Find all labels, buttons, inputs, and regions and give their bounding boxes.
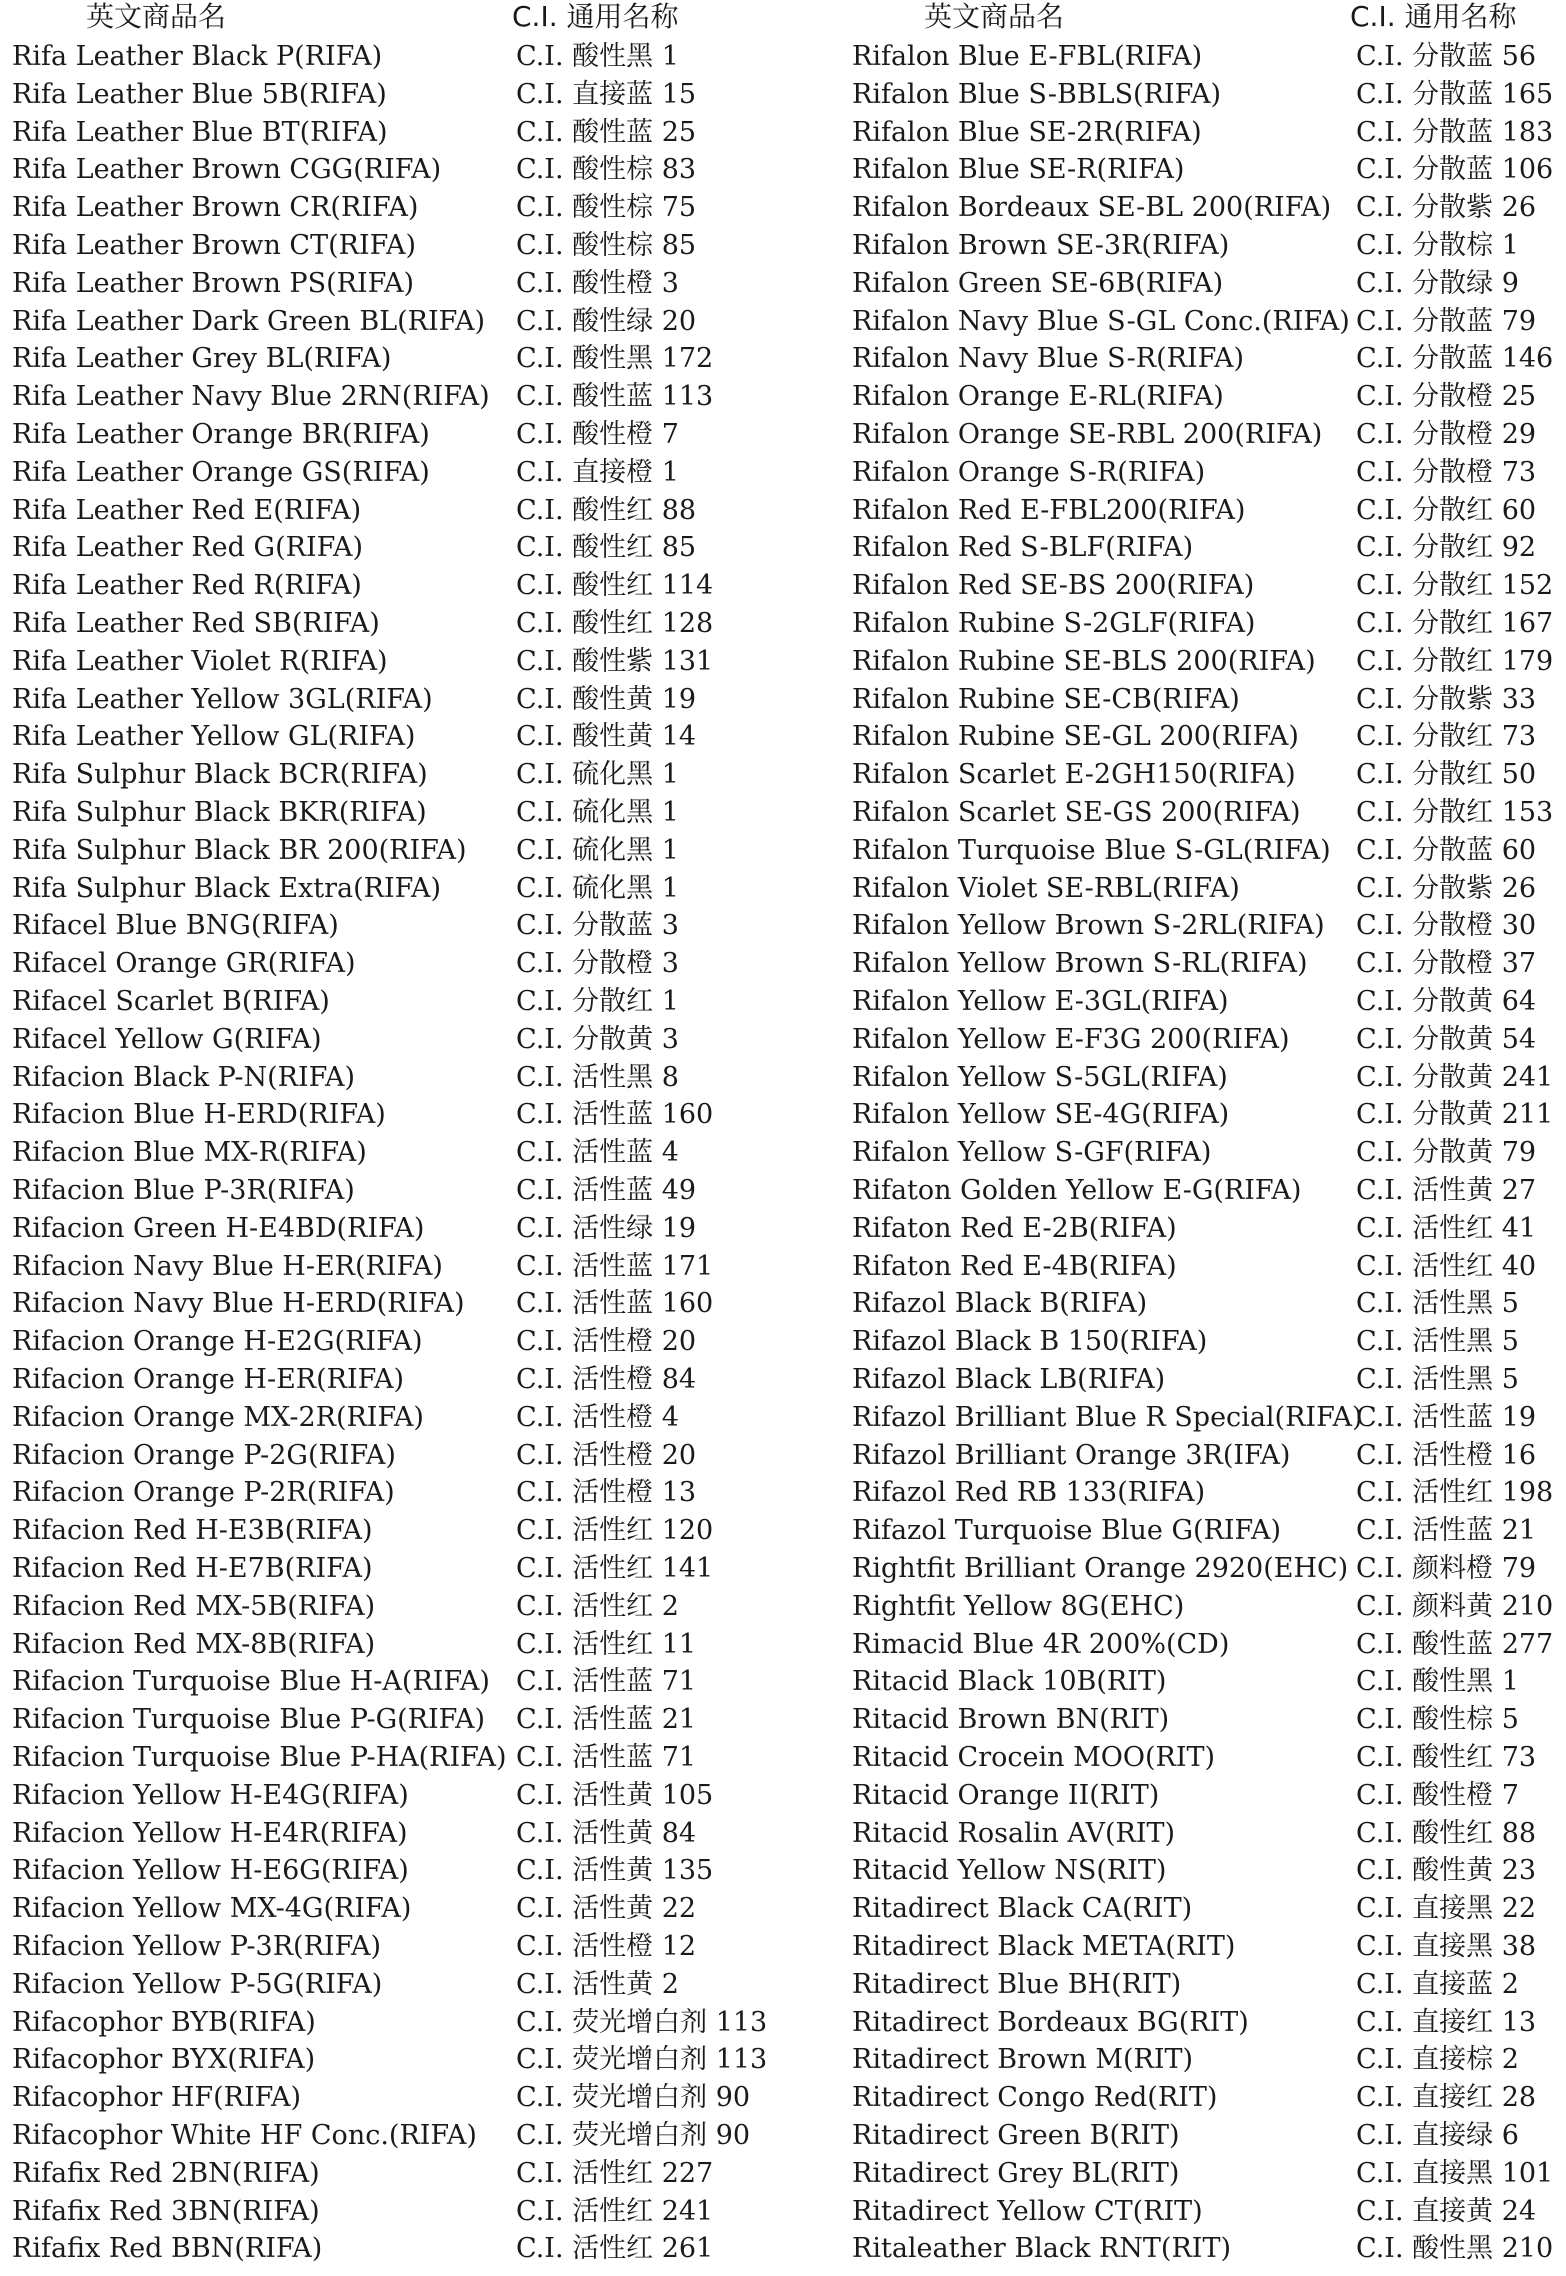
ci-generic-name: C.I. 活性蓝 19: [1356, 1402, 1537, 1433]
product-name: Rifazol Brilliant Orange 3R(IFA): [852, 1440, 1291, 1471]
header-left-name: 英文商品名: [86, 0, 227, 33]
product-name: Rifacion Yellow MX-4G(RIFA): [12, 1893, 412, 1924]
product-name: Rifa Leather Red G(RIFA): [12, 532, 364, 563]
ci-generic-name: C.I. 直接绿 6: [1356, 2120, 1519, 2151]
product-name: Rifacion Yellow H-E4R(RIFA): [12, 1818, 408, 1849]
ci-generic-name: C.I. 分散橙 37: [1356, 948, 1537, 979]
product-name: Rifacion Orange H-E2G(RIFA): [12, 1326, 423, 1357]
product-name: Rifalon Navy Blue S-R(RIFA): [852, 343, 1245, 374]
product-name: Rifaton Golden Yellow E-G(RIFA): [852, 1175, 1302, 1206]
product-name: Rifalon Red SE-BS 200(RIFA): [852, 570, 1255, 601]
product-name: Rifacion Green H-E4BD(RIFA): [12, 1213, 425, 1244]
product-name: Rifa Leather Red R(RIFA): [12, 570, 362, 601]
ci-generic-name: C.I. 酸性蓝 113: [516, 381, 714, 412]
ci-generic-name: C.I. 分散黄 54: [1356, 1024, 1537, 1055]
ci-generic-name: C.I. 分散橙 3: [516, 948, 679, 979]
ci-generic-name: C.I. 颜料橙 79: [1356, 1553, 1537, 1584]
ci-generic-name: C.I. 酸性黑 172: [516, 343, 714, 374]
ci-generic-name: C.I. 活性橙 20: [516, 1440, 697, 1471]
ci-generic-name: C.I. 活性蓝 4: [516, 1137, 679, 1168]
product-name: Rifalon Yellow S-GF(RIFA): [852, 1137, 1212, 1168]
ci-generic-name: C.I. 活性蓝 49: [516, 1175, 697, 1206]
ci-generic-name: C.I. 活性橙 20: [516, 1326, 697, 1357]
product-name: Rifa Leather Yellow GL(RIFA): [12, 721, 416, 752]
ci-generic-name: C.I. 活性黑 5: [1356, 1326, 1519, 1357]
ci-generic-name: C.I. 直接黑 38: [1356, 1931, 1537, 1962]
ci-generic-name: C.I. 直接橙 1: [516, 457, 679, 488]
product-name: Rifa Leather Brown CT(RIFA): [12, 230, 417, 261]
product-name: Rifalon Violet SE-RBL(RIFA): [852, 873, 1240, 904]
ci-generic-name: C.I. 分散蓝 56: [1356, 41, 1537, 72]
product-name: Ritadirect Black CA(RIT): [852, 1893, 1193, 1924]
ci-generic-name: C.I. 分散绿 9: [1356, 268, 1519, 299]
ci-generic-name: C.I. 硫化黑 1: [516, 759, 679, 790]
product-name: Rifacion Red H-E3B(RIFA): [12, 1515, 373, 1546]
product-name: Rifalon Navy Blue S-GL Conc.(RIFA): [852, 306, 1350, 337]
product-name: Rifalon Orange SE-RBL 200(RIFA): [852, 419, 1323, 450]
header-right-name: 英文商品名: [924, 0, 1065, 33]
product-name: Rifacion Blue H-ERD(RIFA): [12, 1099, 386, 1130]
ci-generic-name: C.I. 分散蓝 146: [1356, 343, 1554, 374]
product-name: Rifacophor HF(RIFA): [12, 2082, 302, 2113]
ci-generic-name: C.I. 活性橙 12: [516, 1931, 697, 1962]
ci-generic-name: C.I. 活性黑 5: [1356, 1364, 1519, 1395]
ci-generic-name: C.I. 分散黄 79: [1356, 1137, 1537, 1168]
ci-generic-name: C.I. 直接黑 101: [1356, 2158, 1554, 2189]
product-name: Rifazol Black LB(RIFA): [852, 1364, 1166, 1395]
product-name: Rifaton Red E-2B(RIFA): [852, 1213, 1177, 1244]
ci-generic-name: C.I. 活性黄 27: [1356, 1175, 1537, 1206]
product-name: Ritadirect Black META(RIT): [852, 1931, 1236, 1962]
product-name: Rifafix Red 3BN(RIFA): [12, 2196, 320, 2227]
ci-generic-name: C.I. 分散蓝 3: [516, 910, 679, 941]
product-name: Rifafix Red 2BN(RIFA): [12, 2158, 320, 2189]
product-name: Rifa Leather Navy Blue 2RN(RIFA): [12, 381, 490, 412]
ci-generic-name: C.I. 分散黄 64: [1356, 986, 1537, 1017]
product-name: Rifa Sulphur Black BCR(RIFA): [12, 759, 428, 790]
ci-generic-name: C.I. 活性红 40: [1356, 1251, 1537, 1282]
ci-generic-name: C.I. 分散紫 26: [1356, 192, 1537, 223]
product-name: Ritadirect Bordeaux BG(RIT): [852, 2007, 1249, 2038]
ci-generic-name: C.I. 酸性紫 131: [516, 646, 714, 677]
ci-generic-name: C.I. 荧光增白剂 90: [516, 2082, 751, 2113]
ci-generic-name: C.I. 直接红 13: [1356, 2007, 1537, 2038]
product-name: Rifacion Black P-N(RIFA): [12, 1062, 356, 1093]
ci-generic-name: C.I. 活性橙 4: [516, 1402, 679, 1433]
ci-generic-name: C.I. 活性橙 16: [1356, 1440, 1537, 1471]
ci-generic-name: C.I. 分散黄 211: [1356, 1099, 1554, 1130]
product-name: Rifacophor BYB(RIFA): [12, 2007, 316, 2038]
ci-generic-name: C.I. 分散蓝 60: [1356, 835, 1537, 866]
ci-generic-name: C.I. 活性黑 5: [1356, 1288, 1519, 1319]
product-name: Rifacion Yellow H-E6G(RIFA): [12, 1855, 409, 1886]
ci-generic-name: C.I. 分散橙 73: [1356, 457, 1537, 488]
ci-generic-name: C.I. 分散橙 25: [1356, 381, 1537, 412]
ci-generic-name: C.I. 荧光增白剂 113: [516, 2044, 768, 2075]
product-name: Rifalon Brown SE-3R(RIFA): [852, 230, 1230, 261]
product-name: Rifa Sulphur Black Extra(RIFA): [12, 873, 442, 904]
ci-generic-name: C.I. 活性蓝 160: [516, 1288, 714, 1319]
product-name: Rifalon Scarlet E-2GH150(RIFA): [852, 759, 1296, 790]
product-name: Ritacid Yellow NS(RIT): [852, 1855, 1167, 1886]
header-right-ci: C.I. 通用名称: [1350, 0, 1517, 33]
ci-generic-name: C.I. 酸性黄 23: [1356, 1855, 1537, 1886]
ci-generic-name: C.I. 直接黑 22: [1356, 1893, 1537, 1924]
product-name: Rifalon Bordeaux SE-BL 200(RIFA): [852, 192, 1332, 223]
ci-generic-name: C.I. 酸性黑 1: [1356, 1666, 1519, 1697]
product-name: Rifacion Orange H-ER(RIFA): [12, 1364, 405, 1395]
product-name: Rifacion Blue MX-R(RIFA): [12, 1137, 367, 1168]
product-name: Rifacel Blue BNG(RIFA): [12, 910, 339, 941]
product-name: Rifacion Orange P-2R(RIFA): [12, 1477, 395, 1508]
ci-generic-name: C.I. 直接蓝 15: [516, 79, 697, 110]
product-name: Rifa Leather Blue 5B(RIFA): [12, 79, 387, 110]
product-name: Rifacion Red H-E7B(RIFA): [12, 1553, 373, 1584]
ci-generic-name: C.I. 活性蓝 171: [516, 1251, 714, 1282]
ci-generic-name: C.I. 酸性红 114: [516, 570, 714, 601]
ci-generic-name: C.I. 分散红 60: [1356, 495, 1537, 526]
ci-generic-name: C.I. 活性蓝 21: [516, 1704, 697, 1735]
ci-generic-name: C.I. 活性黄 2: [516, 1969, 679, 2000]
product-name: Rifalon Yellow Brown S-2RL(RIFA): [852, 910, 1325, 941]
ci-generic-name: C.I. 分散蓝 106: [1356, 154, 1554, 185]
product-name: Rifacion Navy Blue H-ER(RIFA): [12, 1251, 443, 1282]
ci-generic-name: C.I. 酸性绿 20: [516, 306, 697, 337]
ci-generic-name: C.I. 活性红 227: [516, 2158, 714, 2189]
ci-generic-name: C.I. 硫化黑 1: [516, 835, 679, 866]
product-name: Rifalon Red E-FBL200(RIFA): [852, 495, 1246, 526]
product-name: Rifa Leather Grey BL(RIFA): [12, 343, 392, 374]
ci-generic-name: C.I. 酸性红 85: [516, 532, 697, 563]
ci-generic-name: C.I. 活性黑 8: [516, 1062, 679, 1093]
ci-generic-name: C.I. 分散紫 26: [1356, 873, 1537, 904]
ci-generic-name: C.I. 酸性红 73: [1356, 1742, 1537, 1773]
ci-generic-name: C.I. 酸性黄 14: [516, 721, 697, 752]
product-name: Rifalon Blue S-BBLS(RIFA): [852, 79, 1222, 110]
ci-generic-name: C.I. 分散黄 241: [1356, 1062, 1554, 1093]
ci-generic-name: C.I. 活性红 41: [1356, 1213, 1537, 1244]
ci-generic-name: C.I. 活性蓝 71: [516, 1742, 697, 1773]
ci-generic-name: C.I. 分散红 152: [1356, 570, 1554, 601]
product-name: Rifa Leather Brown PS(RIFA): [12, 268, 415, 299]
product-name: Ritadirect Congo Red(RIT): [852, 2082, 1218, 2113]
product-name: Rifacion Red MX-5B(RIFA): [12, 1591, 376, 1622]
product-name: Rifalon Rubine SE-CB(RIFA): [852, 684, 1240, 715]
ci-generic-name: C.I. 活性黄 84: [516, 1818, 697, 1849]
product-name: Ritadirect Grey BL(RIT): [852, 2158, 1180, 2189]
ci-generic-name: C.I. 活性蓝 71: [516, 1666, 697, 1697]
ci-generic-name: C.I. 活性红 198: [1356, 1477, 1554, 1508]
ci-generic-name: C.I. 活性红 2: [516, 1591, 679, 1622]
ci-generic-name: C.I. 分散蓝 165: [1356, 79, 1554, 110]
product-name: Rifa Leather Orange GS(RIFA): [12, 457, 430, 488]
product-name: Rifalon Rubine SE-GL 200(RIFA): [852, 721, 1299, 752]
product-name: Rifacion Blue P-3R(RIFA): [12, 1175, 355, 1206]
product-name: Rifa Sulphur Black BR 200(RIFA): [12, 835, 467, 866]
product-name: Ritacid Black 10B(RIT): [852, 1666, 1167, 1697]
ci-generic-name: C.I. 酸性橙 7: [516, 419, 679, 450]
ci-generic-name: C.I. 活性红 141: [516, 1553, 714, 1584]
product-name: Rifalon Scarlet SE-GS 200(RIFA): [852, 797, 1301, 828]
product-name: Rifa Leather Violet R(RIFA): [12, 646, 388, 677]
ci-generic-name: C.I. 分散橙 29: [1356, 419, 1537, 450]
product-name: Rifazol Black B 150(RIFA): [852, 1326, 1208, 1357]
product-name: Rifacion Yellow H-E4G(RIFA): [12, 1780, 409, 1811]
product-name: Rifacion Turquoise Blue P-G(RIFA): [12, 1704, 486, 1735]
ci-generic-name: C.I. 酸性蓝 277: [1356, 1629, 1554, 1660]
ci-generic-name: C.I. 酸性红 128: [516, 608, 714, 639]
ci-generic-name: C.I. 活性红 11: [516, 1629, 697, 1660]
ci-generic-name: C.I. 酸性黑 1: [516, 41, 679, 72]
product-name: Rifa Leather Brown CR(RIFA): [12, 192, 419, 223]
product-name: Rifacion Turquoise Blue H-A(RIFA): [12, 1666, 490, 1697]
product-name: Rifalon Blue SE-R(RIFA): [852, 154, 1185, 185]
ci-generic-name: C.I. 活性红 120: [516, 1515, 714, 1546]
product-name: Ritadirect Yellow CT(RIT): [852, 2196, 1203, 2227]
product-name: Rifa Leather Dark Green BL(RIFA): [12, 306, 486, 337]
ci-generic-name: C.I. 直接棕 2: [1356, 2044, 1519, 2075]
ci-generic-name: C.I. 酸性蓝 25: [516, 117, 697, 148]
ci-generic-name: C.I. 分散橙 30: [1356, 910, 1537, 941]
product-name: Rifalon Yellow E-3GL(RIFA): [852, 986, 1229, 1017]
ci-generic-name: C.I. 分散红 1: [516, 986, 679, 1017]
product-name: Rifacel Scarlet B(RIFA): [12, 986, 330, 1017]
product-name: Rifalon Yellow Brown S-RL(RIFA): [852, 948, 1308, 979]
product-name: Rifazol Red RB 133(RIFA): [852, 1477, 1206, 1508]
product-name: Rifalon Rubine S-2GLF(RIFA): [852, 608, 1256, 639]
product-name: Rifacion Orange MX-2R(RIFA): [12, 1402, 424, 1433]
ci-generic-name: C.I. 分散红 153: [1356, 797, 1554, 828]
product-name: Rifaton Red E-4B(RIFA): [852, 1251, 1177, 1282]
product-name: Rifacion Yellow P-5G(RIFA): [12, 1969, 383, 2000]
ci-generic-name: C.I. 酸性棕 75: [516, 192, 697, 223]
ci-generic-name: C.I. 活性黄 105: [516, 1780, 714, 1811]
product-name: Rifafix Red BBN(RIFA): [12, 2233, 323, 2264]
ci-generic-name: C.I. 颜料黄 210: [1356, 1591, 1554, 1622]
ci-generic-name: C.I. 活性黄 22: [516, 1893, 697, 1924]
product-name: Rifalon Turquoise Blue S-GL(RIFA): [852, 835, 1331, 866]
ci-generic-name: C.I. 酸性红 88: [1356, 1818, 1537, 1849]
ci-generic-name: C.I. 直接黄 24: [1356, 2196, 1537, 2227]
ci-generic-name: C.I. 分散红 50: [1356, 759, 1537, 790]
ci-generic-name: C.I. 酸性棕 85: [516, 230, 697, 261]
product-name: Rifa Leather Yellow 3GL(RIFA): [12, 684, 433, 715]
ci-generic-name: C.I. 分散棕 1: [1356, 230, 1519, 261]
product-name: Ritacid Brown BN(RIT): [852, 1704, 1170, 1735]
product-name: Ritacid Rosalin AV(RIT): [852, 1818, 1176, 1849]
ci-generic-name: C.I. 活性红 261: [516, 2233, 714, 2264]
product-name: Rimacid Blue 4R 200%(CD): [852, 1629, 1230, 1660]
product-name: Rifalon Orange E-RL(RIFA): [852, 381, 1224, 412]
ci-generic-name: C.I. 分散蓝 79: [1356, 306, 1537, 337]
product-name: Rifacel Yellow G(RIFA): [12, 1024, 322, 1055]
ci-generic-name: C.I. 活性橙 84: [516, 1364, 697, 1395]
ci-generic-name: C.I. 直接蓝 2: [1356, 1969, 1519, 2000]
product-name: Rifacophor White HF Conc.(RIFA): [12, 2120, 477, 2151]
product-name: Rifalon Blue E-FBL(RIFA): [852, 41, 1203, 72]
ci-generic-name: C.I. 分散黄 3: [516, 1024, 679, 1055]
ci-generic-name: C.I. 酸性黑 210: [1356, 2233, 1554, 2264]
product-name: Rifacion Red MX-8B(RIFA): [12, 1629, 376, 1660]
product-name: Rifacion Navy Blue H-ERD(RIFA): [12, 1288, 465, 1319]
product-name: Ritacid Orange II(RIT): [852, 1780, 1160, 1811]
ci-generic-name: C.I. 酸性橙 7: [1356, 1780, 1519, 1811]
product-name: Rifalon Orange S-R(RIFA): [852, 457, 1206, 488]
header-left-ci: C.I. 通用名称: [512, 0, 679, 33]
ci-generic-name: C.I. 硫化黑 1: [516, 873, 679, 904]
ci-generic-name: C.I. 活性蓝 21: [1356, 1515, 1537, 1546]
ci-generic-name: C.I. 活性蓝 160: [516, 1099, 714, 1130]
ci-generic-name: C.I. 酸性棕 83: [516, 154, 697, 185]
product-name: Rifa Leather Black P(RIFA): [12, 41, 383, 72]
product-name: Rightfit Brilliant Orange 2920(EHC): [852, 1553, 1349, 1584]
ci-generic-name: C.I. 硫化黑 1: [516, 797, 679, 828]
ci-generic-name: C.I. 酸性黄 19: [516, 684, 697, 715]
ci-generic-name: C.I. 分散蓝 183: [1356, 117, 1554, 148]
product-name: Rifalon Rubine SE-BLS 200(RIFA): [852, 646, 1316, 677]
product-name: Rifalon Yellow S-5GL(RIFA): [852, 1062, 1228, 1093]
product-name: Ritadirect Blue BH(RIT): [852, 1969, 1182, 2000]
product-name: Rifalon Yellow E-F3G 200(RIFA): [852, 1024, 1290, 1055]
product-name: Ritadirect Green B(RIT): [852, 2120, 1180, 2151]
ci-generic-name: C.I. 酸性橙 3: [516, 268, 679, 299]
ci-generic-name: C.I. 活性红 241: [516, 2196, 714, 2227]
product-name: Rifacion Yellow P-3R(RIFA): [12, 1931, 381, 1962]
ci-generic-name: C.I. 分散红 92: [1356, 532, 1537, 563]
ci-generic-name: C.I. 直接红 28: [1356, 2082, 1537, 2113]
product-name: Rifazol Black B(RIFA): [852, 1288, 1148, 1319]
product-name: Rifa Leather Red E(RIFA): [12, 495, 362, 526]
product-name: Rifalon Blue SE-2R(RIFA): [852, 117, 1202, 148]
product-name: Rifalon Yellow SE-4G(RIFA): [852, 1099, 1230, 1130]
ci-generic-name: C.I. 活性黄 135: [516, 1855, 714, 1886]
product-name: Rifacel Orange GR(RIFA): [12, 948, 356, 979]
ci-generic-name: C.I. 荧光增白剂 90: [516, 2120, 751, 2151]
ci-generic-name: C.I. 分散紫 33: [1356, 684, 1537, 715]
product-name: Rifazol Brilliant Blue R Special(RIFA): [852, 1402, 1363, 1433]
ci-generic-name: C.I. 活性橙 13: [516, 1477, 697, 1508]
product-name: Rifacion Orange P-2G(RIFA): [12, 1440, 396, 1471]
product-name: Rifacophor BYX(RIFA): [12, 2044, 316, 2075]
product-name: Ritaleather Black RNT(RIT): [852, 2233, 1232, 2264]
product-name: Ritadirect Brown M(RIT): [852, 2044, 1194, 2075]
product-name: Rifa Sulphur Black BKR(RIFA): [12, 797, 427, 828]
product-name: Rightfit Yellow 8G(EHC): [852, 1591, 1185, 1622]
product-name: Rifalon Green SE-6B(RIFA): [852, 268, 1224, 299]
ci-generic-name: C.I. 酸性红 88: [516, 495, 697, 526]
ci-generic-name: C.I. 分散红 167: [1356, 608, 1554, 639]
product-name: Rifa Leather Orange BR(RIFA): [12, 419, 430, 450]
ci-generic-name: C.I. 分散红 179: [1356, 646, 1554, 677]
ci-generic-name: C.I. 荧光增白剂 113: [516, 2007, 768, 2038]
product-name: Rifacion Turquoise Blue P-HA(RIFA): [12, 1742, 507, 1773]
product-name: Rifazol Turquoise Blue G(RIFA): [852, 1515, 1281, 1546]
product-name: Rifa Leather Red SB(RIFA): [12, 608, 380, 639]
ci-generic-name: C.I. 酸性棕 5: [1356, 1704, 1519, 1735]
product-name: Rifa Leather Blue BT(RIFA): [12, 117, 388, 148]
ci-generic-name: C.I. 活性绿 19: [516, 1213, 697, 1244]
ci-generic-name: C.I. 分散红 73: [1356, 721, 1537, 752]
product-name: Ritacid Crocein MOO(RIT): [852, 1742, 1216, 1773]
product-name: Rifa Leather Brown CGG(RIFA): [12, 154, 442, 185]
product-name: Rifalon Red S-BLF(RIFA): [852, 532, 1194, 563]
